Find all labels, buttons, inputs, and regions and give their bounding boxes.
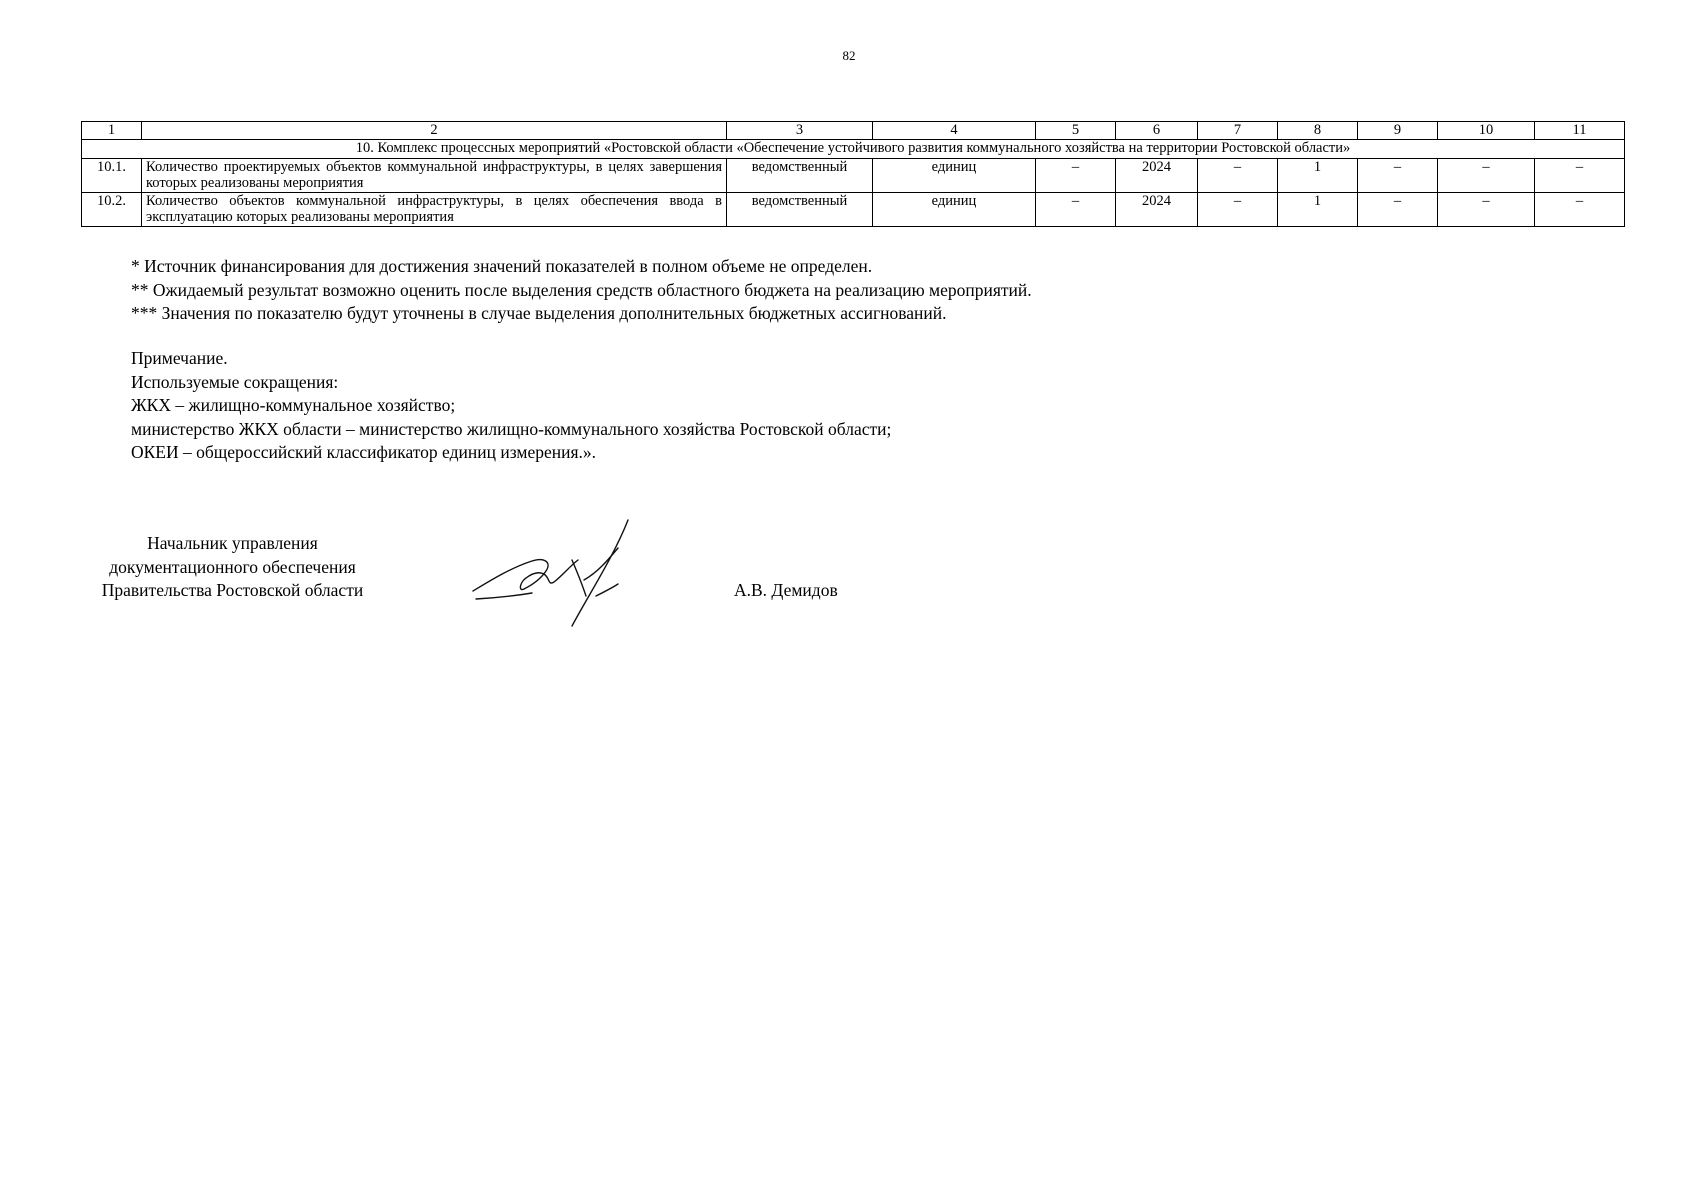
footnote: ** Ожидаемый результат возможно оценить после выделения средств областного бюджета на реализацию мероприятий. bbox=[131, 279, 1032, 300]
signer-position-line: Правительства Ростовской области bbox=[101, 580, 364, 600]
row-cell-11: – bbox=[1535, 193, 1625, 227]
header-cell: 7 bbox=[1198, 122, 1278, 140]
table-section-row bbox=[82, 140, 1625, 159]
note-line: Используемые сокращения: bbox=[131, 371, 339, 392]
row-cell-8: 1 bbox=[1278, 193, 1358, 227]
row-unit: единиц bbox=[873, 159, 1036, 193]
row-year: 2024 bbox=[1116, 159, 1198, 193]
page-number: 82 bbox=[842, 48, 856, 63]
header-cell: 2 bbox=[142, 122, 727, 140]
handwritten-signature bbox=[470, 516, 690, 628]
section-title: 10. Комплекс процессных мероприятий «Ростовской области «Обеспечение устойчивого развития коммунального хозяйства на территории Ростовской области» bbox=[82, 140, 1625, 159]
row-cell-10: – bbox=[1438, 193, 1535, 227]
note-line: ЖКХ – жилищно-коммунальное хозяйство; bbox=[131, 395, 456, 415]
row-indicator-type: ведомственный bbox=[727, 159, 873, 193]
footnote: * Источник финансирования для достижения значений показателей в полном объеме не определен. bbox=[131, 256, 873, 276]
table-row bbox=[82, 193, 1625, 227]
abbreviations-note bbox=[131, 347, 891, 465]
row-number: 10.2. bbox=[82, 193, 142, 227]
signer-position-line: документационного обеспечения bbox=[109, 556, 356, 577]
indicators-table bbox=[81, 121, 1625, 227]
row-cell-7: – bbox=[1198, 159, 1278, 193]
row-unit: единиц bbox=[873, 193, 1036, 227]
row-indicator-type: ведомственный bbox=[727, 193, 873, 227]
signer-name: А.В. Демидов bbox=[734, 580, 838, 600]
table-row bbox=[82, 159, 1625, 193]
header-cell: 8 bbox=[1278, 122, 1358, 140]
footnote: *** Значения по показателю будут уточнены в случае выделения дополнительных бюджетных ассигнований. bbox=[131, 303, 947, 323]
row-description: Количество объектов коммунальной инфраструктуры, в целях обеспечения ввода в эксплуатацию которых реализованы мероприятия bbox=[142, 193, 727, 227]
signer-position bbox=[80, 532, 385, 603]
header-cell: 6 bbox=[1116, 122, 1198, 140]
row-cell-9: – bbox=[1358, 159, 1438, 193]
signer-position-line: Начальник управления bbox=[147, 533, 318, 553]
header-cell: 3 bbox=[727, 122, 873, 140]
row-year: 2024 bbox=[1116, 193, 1198, 227]
header-cell: 9 bbox=[1358, 122, 1438, 140]
note-line: ОКЕИ – общероссийский классификатор единиц измерения.». bbox=[131, 442, 597, 462]
row-number: 10.1. bbox=[82, 159, 142, 193]
header-cell: 10 bbox=[1438, 122, 1535, 140]
footnotes bbox=[131, 255, 1032, 326]
row-cell-11: – bbox=[1535, 159, 1625, 193]
header-cell: 4 bbox=[873, 122, 1036, 140]
row-description: Количество проектируемых объектов коммунальной инфраструктуры, в целях завершения которых реализованы мероприятия bbox=[142, 159, 727, 193]
row-cell-8: 1 bbox=[1278, 159, 1358, 193]
row-cell-9: – bbox=[1358, 193, 1438, 227]
header-cell: 5 bbox=[1036, 122, 1116, 140]
row-cell-7: – bbox=[1198, 193, 1278, 227]
row-cell-5: – bbox=[1036, 193, 1116, 227]
header-cell: 1 bbox=[82, 122, 142, 140]
row-cell-5: – bbox=[1036, 159, 1116, 193]
row-cell-10: – bbox=[1438, 159, 1535, 193]
header-cell: 11 bbox=[1535, 122, 1625, 140]
note-line: министерство ЖКХ области – министерство жилищно-коммунального хозяйства Ростовской области; bbox=[131, 418, 892, 439]
note-line: Примечание. bbox=[131, 348, 228, 368]
table-header-row bbox=[82, 122, 1625, 140]
